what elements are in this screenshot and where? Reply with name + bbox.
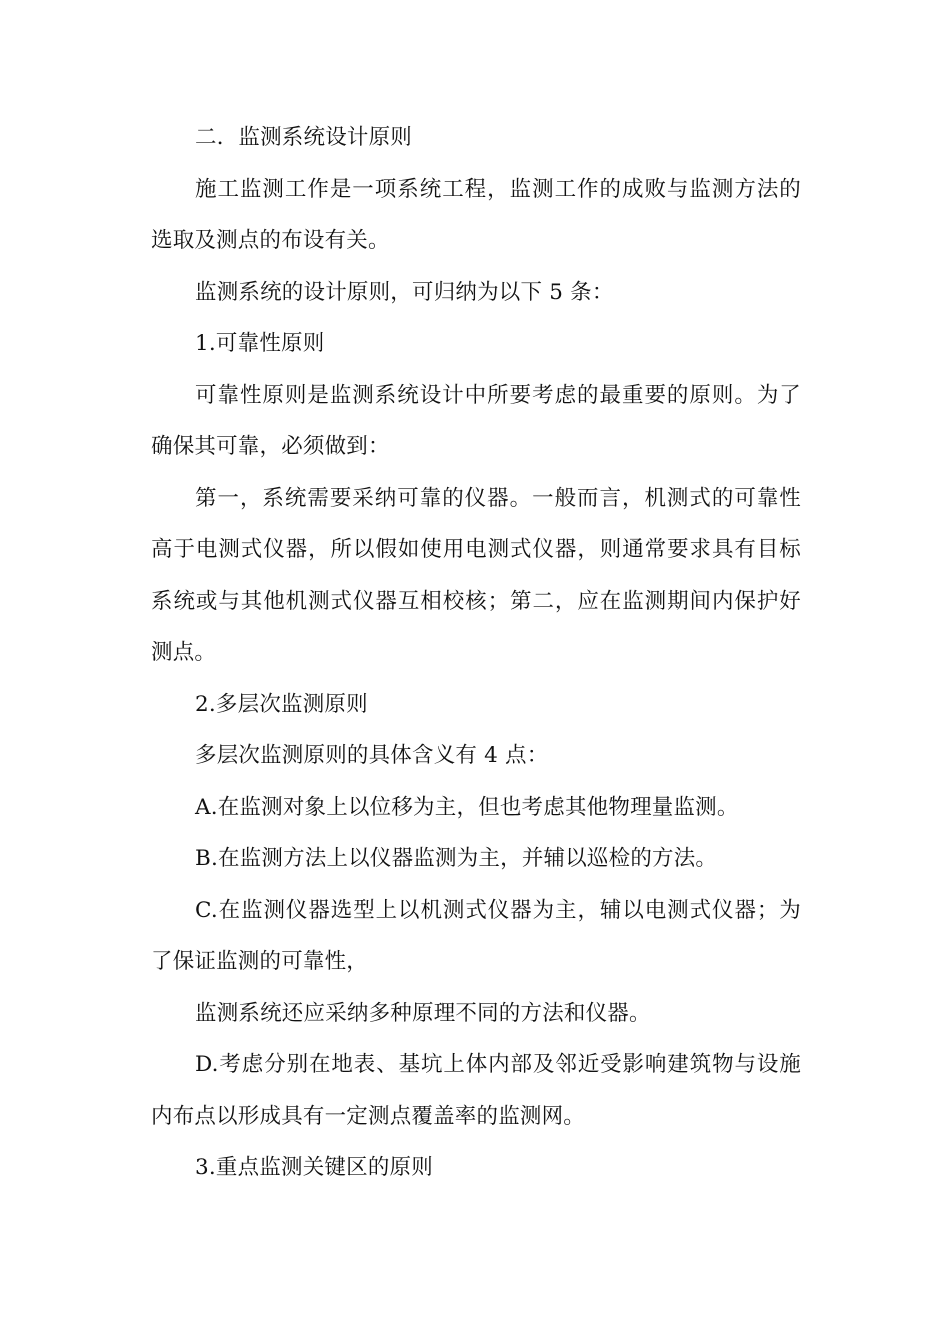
list-item: C.在监测仪器选型上以机测式仪器为主，辅以电测式仪器；为了保证监测的可靠性，: [151, 897, 801, 974]
list-item: B.在监测方法上以仪器监测为主，并辅以巡检的方法。: [195, 846, 718, 871]
subsection-heading: 2.多层次监测原则: [195, 691, 368, 717]
body-paragraph: 可靠性原则是监测系统设计中所要考虑的最重要的原则。为了确保其可靠，必须做到：: [151, 382, 801, 459]
body-paragraph: 监测系统还应采纳多种原理不同的方法和仪器。: [195, 1000, 651, 1026]
body-paragraph: 第一，系统需要采纳可靠的仪器。一般而言，机测式的可靠性高于电测式仪器，所以假如使用电测式仪器，则通常要求具有目标系统或与其他机测式仪器互相校核；第二，应在监测期间内保护好测点。: [151, 485, 801, 665]
document-body: [151, 112, 801, 1194]
list-item: A.在监测对象上以位移为主，但也考虑其他物理量监测。: [195, 794, 739, 820]
body-paragraph: 施工监测工作是一项系统工程，监测工作的成败与监测方法的选取及测点的布设有关。: [151, 176, 801, 253]
list-item: D.考虑分别在地表、基坑上体内部及邻近受影响建筑物与设施内布点以形成具有一定测点覆盖率的监测网。: [151, 1052, 801, 1129]
subsection-heading: 1.可靠性原则: [195, 331, 325, 356]
body-paragraph: 多层次监测原则的具体含义有 4 点：: [195, 743, 549, 768]
subsection-heading: 3.重点监测关键区的原则: [195, 1155, 433, 1180]
section-heading: 二．监测系统设计原则: [195, 125, 413, 150]
body-paragraph: 监测系统的设计原则，可归纳为以下 5 条：: [195, 279, 614, 305]
